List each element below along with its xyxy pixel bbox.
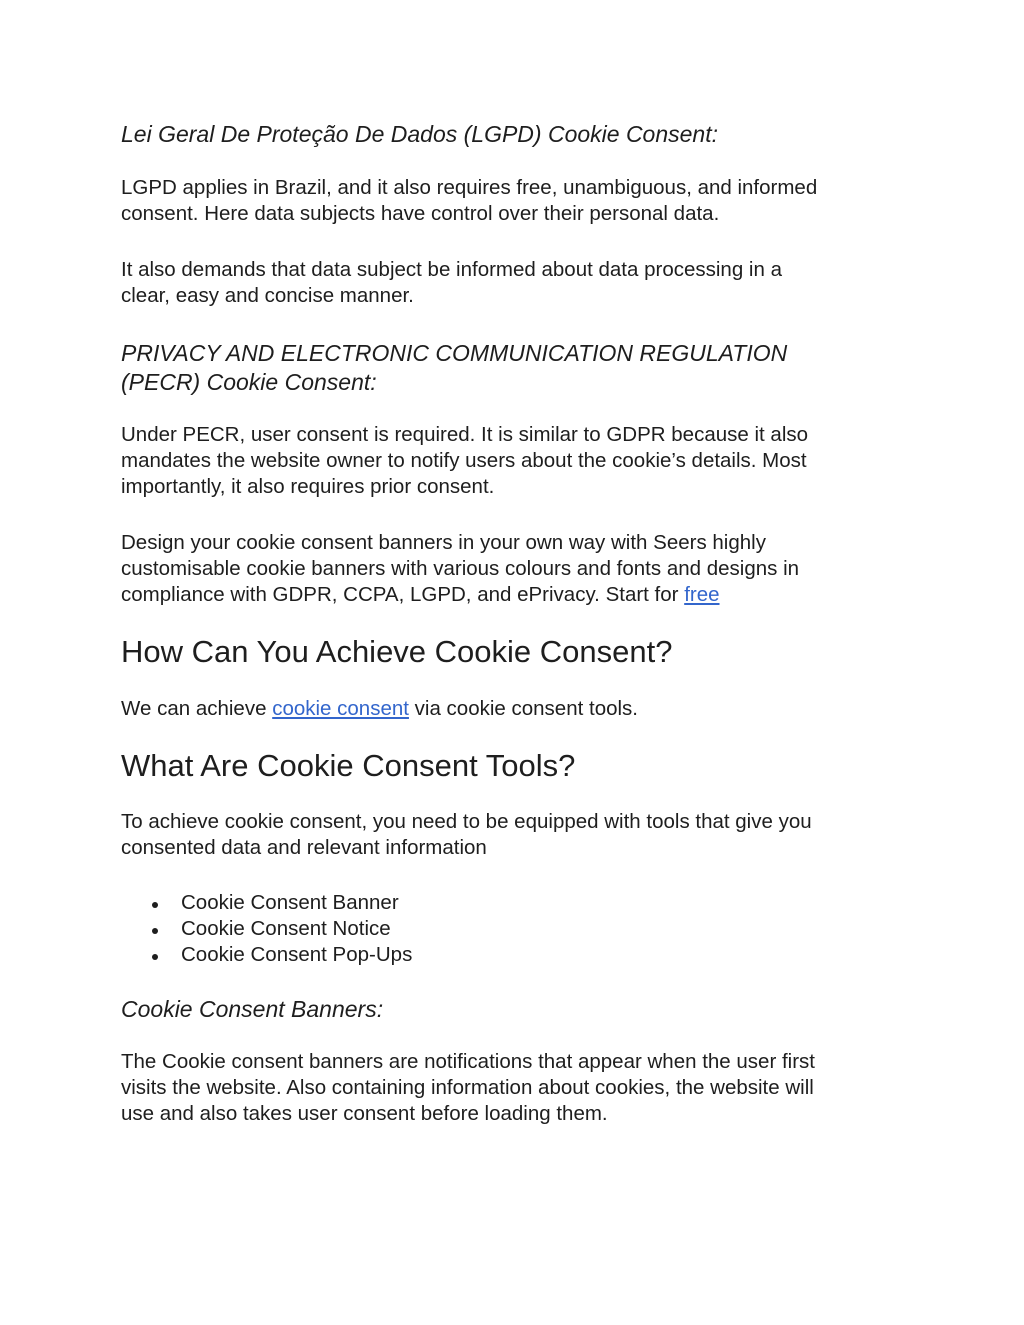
banners-paragraph xyxy=(121,1049,901,1127)
heading-line: PRIVACY AND ELECTRONIC COMMUNICATION REGULATION xyxy=(121,340,788,366)
text-line: Under PECR, user consent is required. It is similar to GDPR because it also xyxy=(121,423,809,446)
banners-heading: Cookie Consent Banners: xyxy=(121,996,384,1022)
text-line: The Cookie consent banners are notifications that appear when the user first xyxy=(121,1050,815,1073)
text-line: mandates the website owner to notify users about the cookie’s details. Most xyxy=(121,449,807,472)
list-item xyxy=(121,890,412,916)
text-line: importantly, it also requires prior consent. xyxy=(121,475,495,498)
text-segment: We can achieve xyxy=(121,697,273,720)
text-line: visits the website. Also containing information about cookies, the website will xyxy=(121,1076,814,1099)
list-item xyxy=(121,942,412,968)
lgpd-paragraph-2 xyxy=(121,257,901,309)
bullet-icon xyxy=(152,928,158,934)
text-line: clear, easy and concise manner. xyxy=(121,284,414,307)
text-line xyxy=(121,582,901,608)
tools-paragraph xyxy=(121,809,901,861)
tools-list xyxy=(121,890,412,968)
text-line: It also demands that data subject be informed about data processing in a xyxy=(121,258,782,281)
bullet-icon xyxy=(152,902,158,908)
list-item xyxy=(121,916,412,942)
list-item-label: Cookie Consent Banner xyxy=(181,891,399,914)
list-item-label: Cookie Consent Notice xyxy=(181,917,391,940)
text-segment: via cookie consent tools. xyxy=(408,697,638,720)
text-line xyxy=(121,696,901,722)
design-paragraph xyxy=(121,530,901,608)
lgpd-paragraph-1 xyxy=(121,175,901,227)
free-link[interactable]: free xyxy=(684,583,720,606)
tools-heading: What Are Cookie Consent Tools? xyxy=(121,748,576,783)
text-line: LGPD applies in Brazil, and it also requires free, unambiguous, and informed xyxy=(121,176,818,199)
text-line: use and also takes user consent before loading them. xyxy=(121,1102,608,1125)
list-item-label: Cookie Consent Pop-Ups xyxy=(181,943,413,966)
achieve-paragraph xyxy=(121,696,901,722)
text-line: Design your cookie consent banners in your own way with Seers highly xyxy=(121,531,766,554)
pecr-paragraph xyxy=(121,422,901,500)
text-segment: compliance with GDPR, CCPA, LGPD, and ePrivacy. Start for xyxy=(121,583,685,606)
heading-line: (PECR) Cookie Consent: xyxy=(121,369,377,395)
text-line: To achieve cookie consent, you need to be equipped with tools that give you xyxy=(121,810,812,833)
text-line: customisable cookie banners with various colours and fonts and designs in xyxy=(121,557,800,580)
lgpd-heading: Lei Geral De Proteção De Dados (LGPD) Cookie Consent: xyxy=(121,121,719,147)
achieve-heading: How Can You Achieve Cookie Consent? xyxy=(121,634,673,669)
cookie-consent-link[interactable]: cookie consent xyxy=(272,697,409,720)
text-line: consent. Here data subjects have control over their personal data. xyxy=(121,202,720,225)
pecr-heading xyxy=(121,339,901,397)
text-line: consented data and relevant information xyxy=(121,836,487,859)
bullet-icon xyxy=(152,954,158,960)
